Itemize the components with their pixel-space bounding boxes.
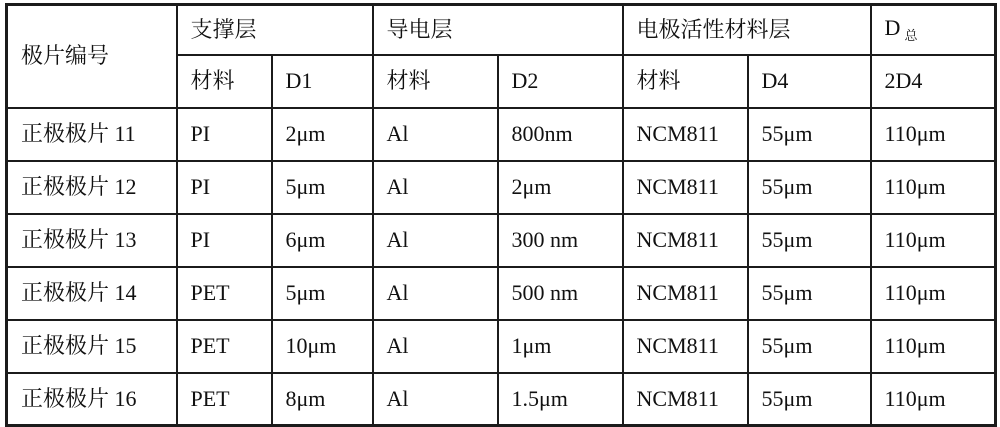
header-group-active-material-layer: 电极活性材料层 [623, 5, 871, 55]
cell-d4: 55μm [748, 373, 871, 426]
cell-active-material: NCM811 [623, 108, 748, 161]
header-row-groups [7, 5, 996, 55]
cell-sheet-id: 正极极片 12 [7, 161, 177, 214]
header-d4: D4 [748, 55, 871, 108]
cell-d-total: 110μm [871, 320, 996, 373]
cell-d1: 5μm [272, 161, 373, 214]
cell-d1: 5μm [272, 267, 373, 320]
header-group-conductive-layer: 导电层 [373, 5, 623, 55]
cell-support-material: PI [177, 161, 272, 214]
cell-conductive-material: Al [373, 108, 498, 161]
cell-conductive-material: Al [373, 214, 498, 267]
cell-d4: 55μm [748, 320, 871, 373]
cell-d-total: 110μm [871, 214, 996, 267]
cell-d2: 500 nm [498, 267, 623, 320]
table-row [7, 373, 996, 426]
table-row [7, 320, 996, 373]
cell-support-material: PET [177, 320, 272, 373]
cell-d-total: 110μm [871, 161, 996, 214]
d-total-subscript: 总 [904, 28, 918, 44]
cell-d4: 55μm [748, 267, 871, 320]
cell-conductive-material: Al [373, 267, 498, 320]
cell-conductive-material: Al [373, 373, 498, 426]
electrode-spec-table [5, 3, 997, 427]
cell-sheet-id: 正极极片 15 [7, 320, 177, 373]
cell-d2: 2μm [498, 161, 623, 214]
cell-conductive-material: Al [373, 320, 498, 373]
cell-conductive-material: Al [373, 161, 498, 214]
cell-d1: 8μm [272, 373, 373, 426]
header-group-support-layer: 支撑层 [177, 5, 373, 55]
cell-d-total: 110μm [871, 267, 996, 320]
cell-support-material: PET [177, 373, 272, 426]
cell-support-material: PET [177, 267, 272, 320]
cell-d2: 800nm [498, 108, 623, 161]
cell-sheet-id: 正极极片 11 [7, 108, 177, 161]
header-group-d-total [871, 5, 996, 55]
cell-d-total: 110μm [871, 108, 996, 161]
cell-active-material: NCM811 [623, 373, 748, 426]
cell-sheet-id: 正极极片 14 [7, 267, 177, 320]
cell-active-material: NCM811 [623, 267, 748, 320]
cell-d2: 300 nm [498, 214, 623, 267]
header-sheet-id: 极片编号 [7, 5, 177, 108]
table-row [7, 108, 996, 161]
cell-d1: 2μm [272, 108, 373, 161]
cell-active-material: NCM811 [623, 214, 748, 267]
cell-d4: 55μm [748, 161, 871, 214]
table-row [7, 267, 996, 320]
d-total-main: D [884, 14, 901, 40]
table-row [7, 161, 996, 214]
cell-d2: 1.5μm [498, 373, 623, 426]
cell-d2: 1μm [498, 320, 623, 373]
cell-d-total: 110μm [871, 373, 996, 426]
cell-support-material: PI [177, 214, 272, 267]
header-2d4: 2D4 [871, 55, 996, 108]
cell-d1: 6μm [272, 214, 373, 267]
table-row [7, 214, 996, 267]
header-d2: D2 [498, 55, 623, 108]
cell-d1: 10μm [272, 320, 373, 373]
cell-sheet-id: 正极极片 13 [7, 214, 177, 267]
cell-d4: 55μm [748, 214, 871, 267]
header-conductive-material: 材料 [373, 55, 498, 108]
header-support-material: 材料 [177, 55, 272, 108]
cell-d4: 55μm [748, 108, 871, 161]
cell-support-material: PI [177, 108, 272, 161]
header-active-material: 材料 [623, 55, 748, 108]
cell-sheet-id: 正极极片 16 [7, 373, 177, 426]
header-d1: D1 [272, 55, 373, 108]
cell-active-material: NCM811 [623, 161, 748, 214]
cell-active-material: NCM811 [623, 320, 748, 373]
